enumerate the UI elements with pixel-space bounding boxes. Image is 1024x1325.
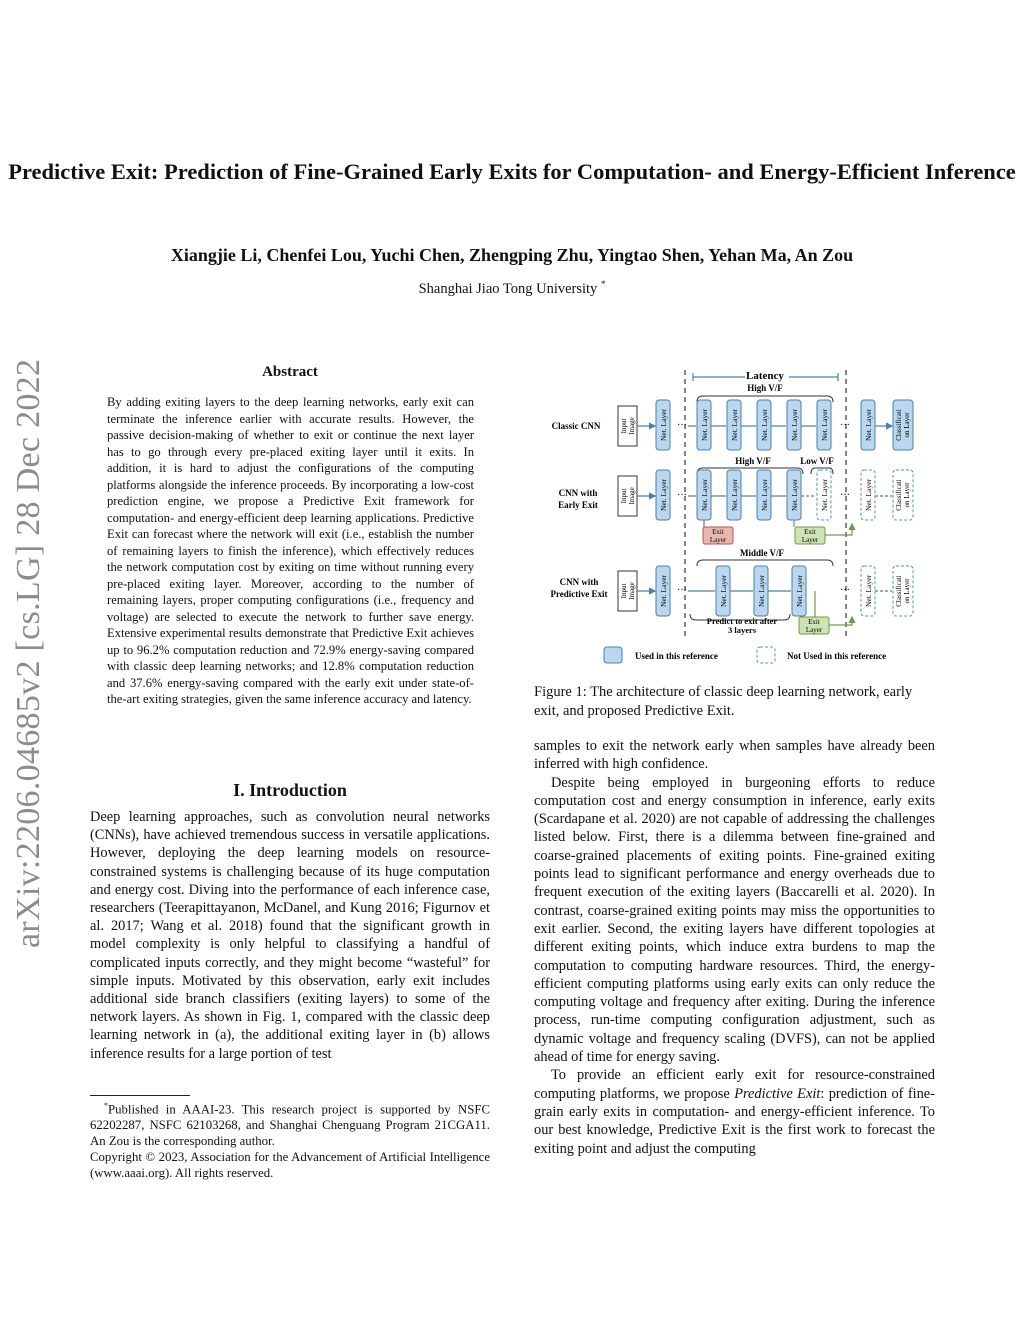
net-layer-label: Net. Layer	[757, 574, 766, 608]
input-label-line2: Image	[628, 487, 636, 505]
row-classic-cnn	[618, 400, 913, 450]
classification-label-line1: Classificati	[895, 479, 903, 511]
paragraph-text-start: To provide an efficient early exit for resource-constrained computing platforms, we propose	[534, 1067, 935, 1102]
paragraph-text-end: : prediction of fine-grain early exits in computation- and energy-efficient inference. To our best knowledge, Predictive Exit is the first work to forecast the exiting point and adjust the computing	[534, 1085, 935, 1157]
latency-label: Latency	[746, 370, 784, 382]
exit-arrow-green	[829, 617, 852, 625]
net-layer-label: Net. Layer	[864, 574, 873, 608]
ellipsis: ···	[840, 490, 850, 501]
net-layer-label: Net. Layer	[719, 574, 728, 608]
footnote-mark: *	[104, 1101, 108, 1110]
high-vf-label-early: High V/F	[735, 456, 771, 466]
introduction-heading: I. Introduction	[233, 780, 347, 800]
affiliation-footnote-mark: *	[600, 279, 606, 289]
classification-label-line2: on Layer	[903, 482, 911, 508]
ellipsis: ···	[677, 585, 687, 596]
introduction-text: Deep learning approaches, such as convolution neural networks (CNNs), have achieved tremendous success in versatile applications. However, deploying the deep learning models on resource-constrained systems is challenging because of its huge computation and energy cost. Diving into the performance of each inference case, researchers (Teerapittayanon, McDanel, and Kung 2016; Figurnov et al. 2017; Wang et al. 2018) found that the significant growth in model complexity is only helpful to classifying a handful of complicated inputs correctly, and they might become “wasteful” for simple inputs. Motivated by this observation, early exit includes additional side branch classifiers (exiting layers) to some of the network layers. As shown in Fig. 1, compared with the classic deep learning network in (a), the additional exiting layer in (b) allows inference results for a large portion of test	[90, 809, 490, 1062]
net-layer-label: Net. Layer	[820, 478, 829, 512]
row-predictive-exit	[618, 566, 913, 635]
low-vf-label: Low V/F	[800, 456, 834, 466]
legend-used-label: Used in this reference	[635, 651, 718, 661]
row-label-early-exit-line2: Early Exit	[558, 500, 598, 510]
paragraph: samples to exit the network early when samples have already been inferred with high confidence.	[534, 738, 935, 773]
figure-1-architecture	[533, 360, 935, 672]
row-label-early-exit-line1: CNN with	[558, 488, 598, 498]
ellipsis: ···	[677, 490, 687, 501]
net-layer-label: Net. Layer	[659, 478, 668, 512]
predictive-exit-emphasis: Predictive Exit	[734, 1085, 821, 1102]
net-layer-label: Net. Layer	[700, 478, 709, 512]
high-vf-label-top: High V/F	[747, 383, 783, 393]
input-label-line2: Image	[628, 582, 636, 600]
input-label-line1: Input	[620, 418, 628, 434]
right-column-text	[534, 737, 935, 1158]
net-layer-label: Net. Layer	[790, 478, 799, 512]
row-label-predictive-exit-line2: Predictive Exit	[550, 589, 608, 599]
ellipsis: ···	[840, 585, 850, 596]
exit-label-line1: Exit	[712, 528, 724, 536]
net-layer-label: Net. Layer	[820, 408, 829, 442]
row-label-classic-cnn: Classic CNN	[551, 421, 601, 431]
net-layer-label: Net. Layer	[730, 478, 739, 512]
footnotes	[90, 1098, 490, 1181]
abstract-text: By adding exiting layers to the deep learning networks, early exit can terminate the inference earlier with accurate results. However, the passive decision-making of whether to exit or continue the next layer has to go through every pre-placed exiting layer until it exits. In addition, it is hard to adjust the configurations of the computing platforms alongside the inference proceeds. By incorporating a low-cost prediction engine, we propose a Predictive Exit framework for computation- and energy-efficient deep learning applications. Predictive Exit can forecast where the network will exit (i.e., establish the number of remaining layers to finish the inference), which effectively reduces the network computation cost by exiting on time without running every pre-placed exiting layer. Moreover, according to the number of remaining layers, proper computing configurations (i.e., frequency and voltage) are selected to execute the network to further save energy. Extensive experimental results demonstrate that Predictive Exit achieves up to 96.2% computation reduction and 72.9% energy-saving compared with classic deep learning networks; and 12.8% computation reduction and 37.6% energy-saving compared with the early exit under state-of-the-art exiting strategies, given the same inference accuracy and latency.	[107, 395, 474, 706]
exit-label-line1: Exit	[808, 618, 820, 626]
paragraph: Despite being employed in burgeoning efforts to reduce computation cost and energy consumption in inference, early exits (Scardapane et al. 2020) are not capable of addressing the challenges listed below. First, there is a dilemma between fine-grained and coarse-grained placements of exiting points. Fine-grained exiting points lead to significant performance and energy overheads due to frequent execution of the exiting layers (Baccarelli et al. 2020). In contrast, coarse-grained exiting points may miss the opportunities to exit earlier. Second, the exiting layers have different topologies at different exiting points, which induce extra burdens to map the computation to computing hardware resources. Third, the energy-efficient computing platforms using early exits can only reduce the computing voltage and frequency after exiting. During the inference process, run-time computing configuration adjustment, such as dynamic voltage and frequency scaling (DVFS), can not be applied ahead of time for energy saving.	[534, 774, 935, 1066]
prediction-label-line2: 3 layers	[727, 625, 757, 635]
input-label-line2: Image	[628, 417, 636, 435]
net-layer-label: Net. Layer	[864, 408, 873, 442]
legend-used-swatch	[604, 647, 622, 663]
input-label-line1: Input	[620, 583, 628, 599]
paper-title: Predictive Exit: Prediction of Fine-Grained Early Exits for Computation- and Energy-Efficient Inference	[8, 159, 1016, 184]
affiliation-name: Shanghai Jiao Tong University	[418, 280, 598, 297]
classification-label-line1: Classificati	[895, 575, 903, 607]
classification-label-line2: on Layer	[903, 412, 911, 438]
arxiv-stamp: arXiv:2206.04685v2 [cs.LG] 28 Dec 2022	[10, 358, 47, 948]
row-early-exit	[618, 470, 913, 544]
middle-vf-brace	[697, 560, 833, 566]
footnote-publication-text: Published in AAAI-23. This research project is supported by NSFC 62202287, NSFC 62103268, and Shanghai Chenguang Program 21CGA11. An Zou is the corresponding author.	[90, 1102, 490, 1149]
input-label-line1: Input	[620, 488, 628, 504]
ellipsis: ···	[840, 420, 850, 431]
net-layer-label: Net. Layer	[795, 574, 804, 608]
row-label-predictive-exit-line1: CNN with	[559, 577, 599, 587]
legend-not-used-swatch	[757, 647, 775, 663]
net-layer-label: Net. Layer	[760, 478, 769, 512]
net-layer-label: Net. Layer	[730, 408, 739, 442]
footnote-rule	[90, 1095, 190, 1096]
prediction-label-line1: Predict to exit after	[706, 616, 778, 626]
middle-vf-label: Middle V/F	[739, 548, 785, 558]
net-layer-label: Net. Layer	[864, 478, 873, 512]
copyright-notice: Copyright © 2023, Association for the Advancement of Artificial Intelligence (www.aaai.org). All rights reserved.	[90, 1150, 490, 1181]
classification-label-line2: on Layer	[903, 578, 911, 604]
legend-not-used-label: Not Used in this reference	[787, 651, 887, 661]
paragraph	[534, 1066, 935, 1157]
exit-label-line2: Layer	[805, 626, 823, 634]
net-layer-label: Net. Layer	[659, 574, 668, 608]
net-layer-label: Net. Layer	[790, 408, 799, 442]
exit-label-line2: Layer	[709, 536, 727, 544]
footnote-publication	[90, 1098, 490, 1149]
figure-1-caption: Figure 1: The architecture of classic deep learning network, early exit, and proposed Predictive Exit.	[534, 684, 913, 719]
classification-label-line1: Classificati	[895, 409, 903, 441]
net-layer-label: Net. Layer	[760, 408, 769, 442]
abstract-heading: Abstract	[262, 364, 318, 380]
net-layer-label: Net. Layer	[700, 408, 709, 442]
net-layer-label: Net. Layer	[659, 408, 668, 442]
affiliation	[0, 279, 1024, 298]
exit-label-line2: Layer	[801, 536, 819, 544]
exit-arrow-green	[825, 524, 852, 535]
exit-label-line1: Exit	[804, 528, 816, 536]
ellipsis: ···	[677, 420, 687, 431]
author-list: Xiangjie Li, Chenfei Lou, Yuchi Chen, Zhengping Zhu, Yingtao Shen, Yehan Ma, An Zou	[170, 245, 854, 265]
